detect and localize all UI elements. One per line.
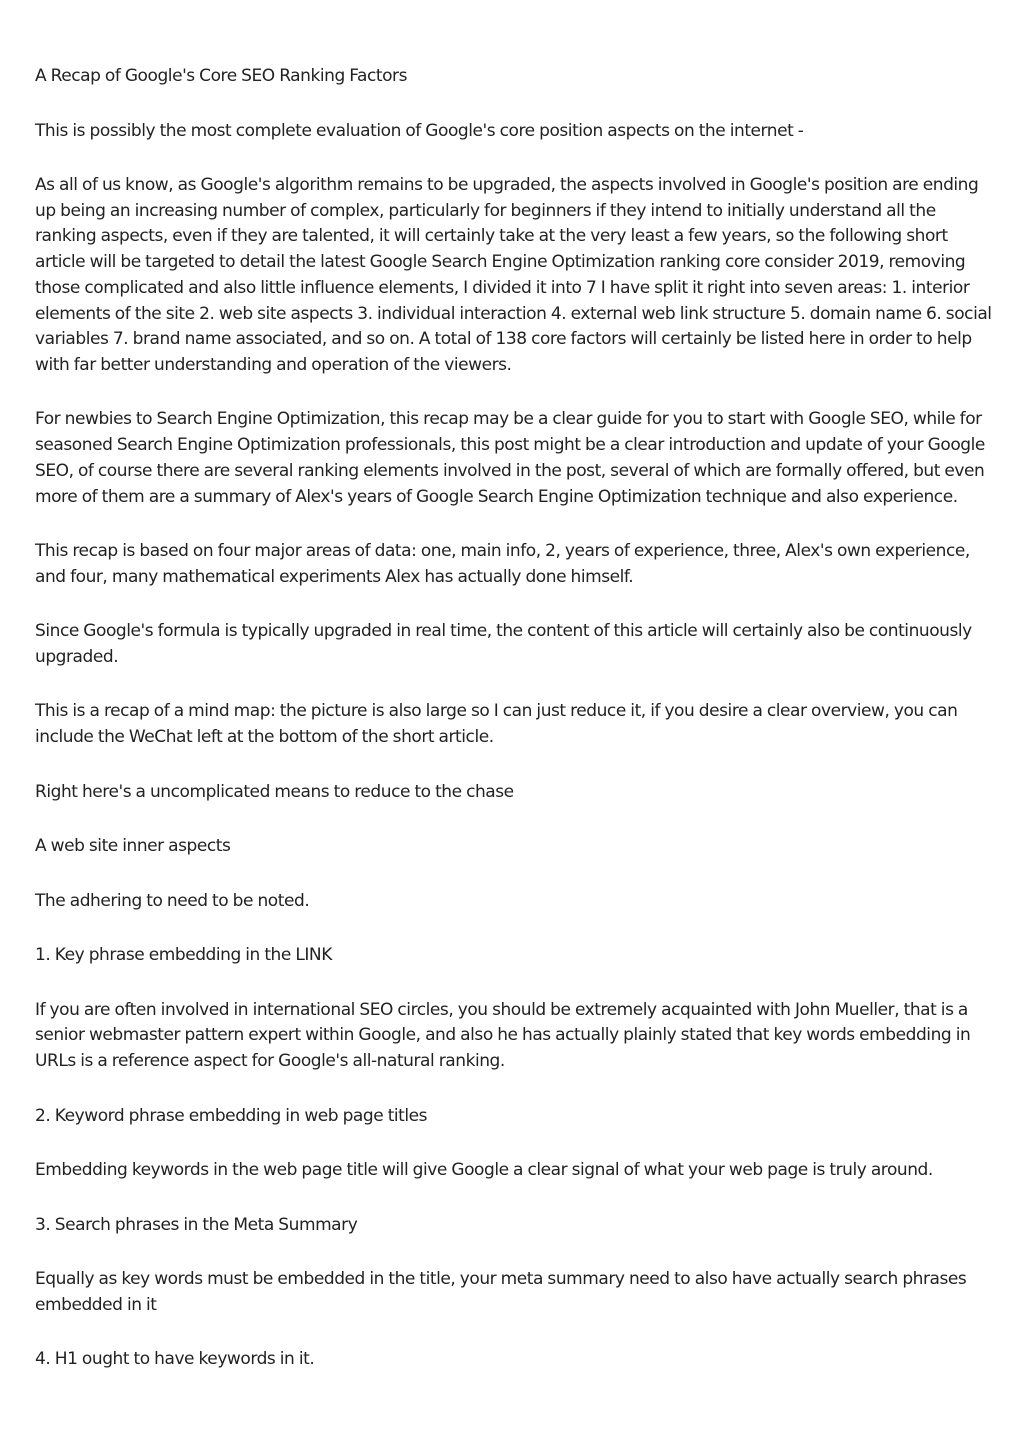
list-item-heading: 4. H1 ought to have keywords in it. [35,1349,315,1370]
body-paragraph: If you are often involved in international SEO circles, you should be extremely acquainted with John Mueller, that is a senior webmaster pattern expert within Google, and also he has actually plainly stated that key words embedding in URLs is a reference aspect for Google's all-natural ranking. [35,999,971,1072]
body-paragraph: Right here's a uncomplicated means to reduce to the chase [35,781,514,802]
list-item-heading: 1. Key phrase embedding in the LINK [35,945,332,966]
body-paragraph: This is a recap of a mind map: the picture is also large so I can just reduce it, if you desire a clear overview, you can include the WeChat left at the bottom of the short article. [35,701,958,748]
list-item-heading: 3. Search phrases in the Meta Summary [35,1214,358,1235]
body-paragraph: The adhering to need to be noted. [35,890,310,911]
list-item-heading: 2. Keyword phrase embedding in web page titles [35,1105,428,1126]
body-paragraph: For newbies to Search Engine Optimization, this recap may be a clear guide for you to start with Google SEO, while for seasoned Search Engine Optimization professionals, this post might be a clear introduction and update of your Google SEO, of course there are several ranking elements involved in the post, several of which are formally offered, but even more of them are a summary of Alex's years of Google Search Engine Optimization technique and also experience. [35,409,985,507]
body-paragraph: Embedding keywords in the web page title will give Google a clear signal of what your web page is truly around. [35,1160,933,1181]
document-title: A Recap of Google's Core SEO Ranking Factors [35,66,407,86]
intro-paragraph: This is possibly the most complete evaluation of Google's core position aspects on the internet - [35,120,804,141]
body-paragraph: As all of us know, as Google's algorithm remains to be upgraded, the aspects involved in Google's position are ending up being an increasing number of complex, particularly for beginners if they intend to initially understand all the ranking aspects, even if they are talented, it will certainly take at the very least a few years, so the following short article will be targeted to detail the latest Google Search Engine Optimization ranking core consider 2019, removing those complicated and also little influence elements, I divided it into 7 I have split it right into seven areas: 1. interior elements of the site 2. web site aspects 3. individual interaction 4. external web link structure 5. domain name 6. social variables 7. brand name associated, and so on. A total of 138 core factors will certainly be listed here in order to help with far better understanding and operation of the viewers. [35,175,992,375]
section-heading: A web site inner aspects [35,836,231,857]
body-paragraph: Since Google's formula is typically upgraded in real time, the content of this article will certainly also be continuously upgraded. [35,621,972,667]
body-paragraph: This recap is based on four major areas of data: one, main info, 2, years of experience, three, Alex's own experience, and four, many mathematical experiments Alex has actually done himself. [35,541,970,587]
body-paragraph: Equally as key words must be embedded in the title, your meta summary need to also have actually search phrases embedded in it [35,1269,967,1315]
document-body [35,64,995,1402]
